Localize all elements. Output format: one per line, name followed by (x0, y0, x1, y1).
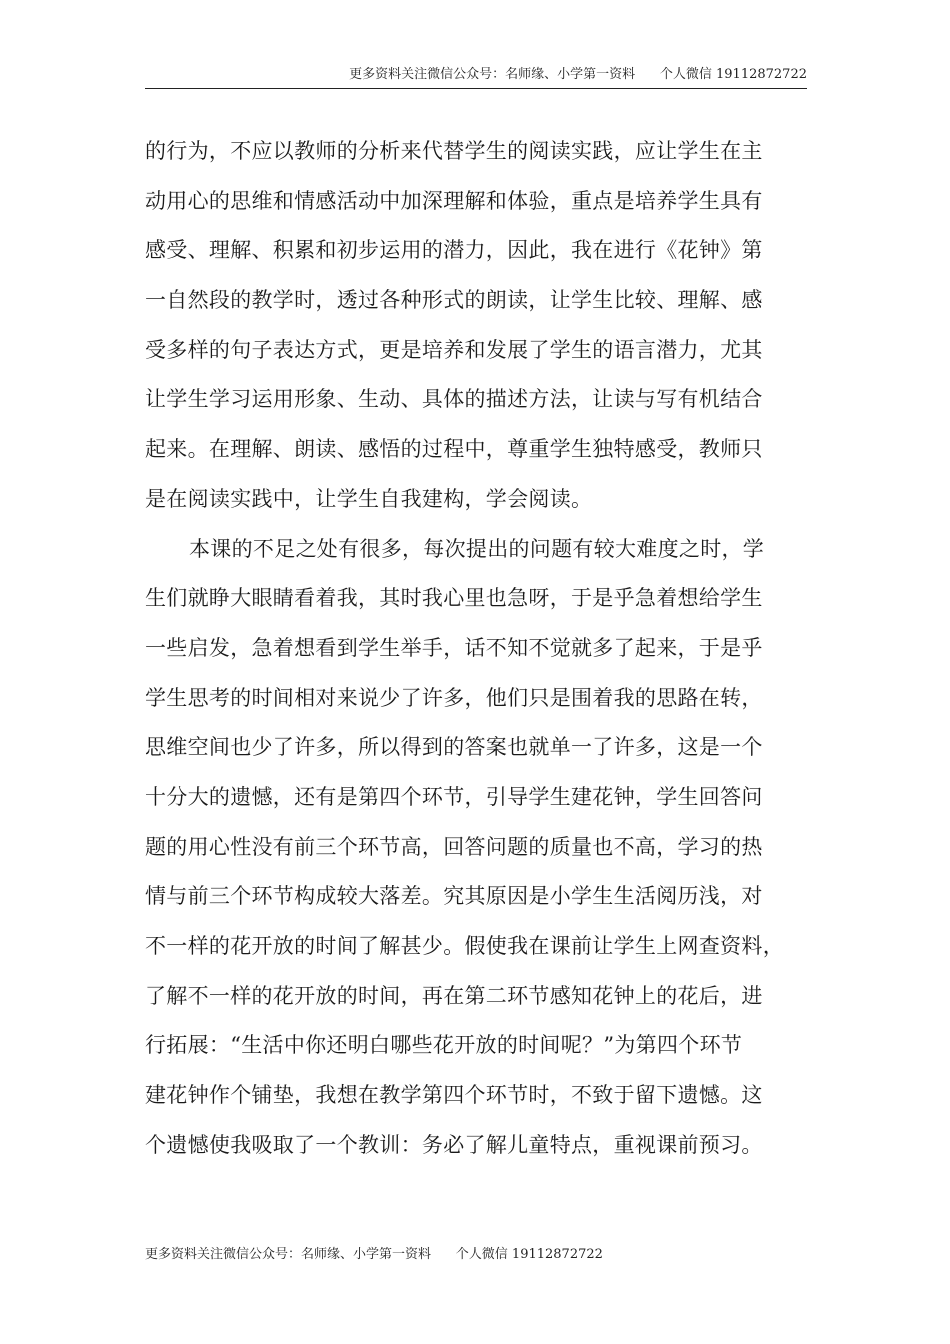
text-line: 行拓展：“生活中你还明白哪些花开放的时间呢？”为第四个环节 (145, 1033, 743, 1058)
page-header: 更多资料关注微信公众号：名师缘、小学第一资料 个人微信 19112872722 (349, 67, 807, 82)
text-line: 生们就睁大眼睛看着我，其时我心里也急呀，于是乎急着想给学生 (145, 586, 763, 611)
text-line: 起来。在理解、朗读、感悟的过程中，尊重学生独特感受，教师只 (145, 437, 763, 462)
text-line: 题的用心性没有前三个环节高，回答问题的质量也不高，学习的热 (145, 834, 763, 859)
text-line: 受多样的句子表达方式，更是培养和发展了学生的语言潜力，尤其 (145, 337, 763, 362)
text-line: 一些启发，急着想看到学生举手，话不知不觉就多了起来，于是乎 (145, 635, 763, 660)
text-line: 不一样的花开放的时间了解甚少。假使我在课前让学生上网查资料， (145, 934, 784, 958)
page-footer: 更多资料关注微信公众号：名师缘、小学第一资料 个人微信 19112872722 (145, 1247, 603, 1262)
text-line: 一自然段的教学时，透过各种形式的朗读，让学生比较、理解、感 (145, 288, 763, 313)
text-line: 情与前三个环节构成较大落差。究其原因是小学生生活阅历浅，对 (145, 884, 763, 909)
text-line: 个遗憾使我吸取了一个教训：务必了解儿童特点，重视课前预习。 (145, 1132, 763, 1157)
body-text (145, 127, 805, 1170)
paragraph-start-line: 本课的不足之处有很多，每次提出的问题有较大难度之时，学 (189, 536, 765, 561)
text-line: 让学生学习运用形象、生动、具体的描述方法，让读与写有机结合 (145, 387, 763, 412)
text-line: 十分大的遗憾，还有是第四个环节，引导学生建花钟，学生回答问 (145, 784, 763, 809)
text-line: 学生思考的时间相对来说少了许多，他们只是围着我的思路在转， (145, 685, 763, 710)
text-line: 思维空间也少了许多，所以得到的答案也就单一了许多，这是一个 (145, 735, 763, 760)
text-line: 建花钟作个铺垫，我想在教学第四个环节时，不致于留下遗憾。这 (145, 1083, 763, 1108)
header-divider (145, 88, 807, 89)
text-line: 动用心的思维和情感活动中加深理解和体验，重点是培养学生具有 (145, 188, 763, 213)
text-line: 了解不一样的花开放的时间，再在第二环节感知花钟上的花后，进 (145, 983, 763, 1008)
text-line: 的行为，不应以教师的分析来代替学生的阅读实践，应让学生在主 (145, 139, 763, 163)
text-line: 感受、理解、积累和初步运用的潜力，因此，我在进行《花钟》第 (145, 238, 763, 263)
text-line: 是在阅读实践中，让学生自我建构，学会阅读。 (145, 486, 593, 511)
